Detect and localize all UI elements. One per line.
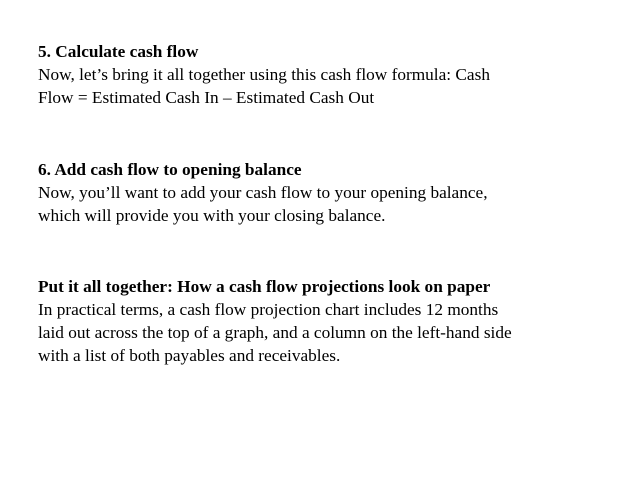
body-line: In practical terms, a cash flow projection chart includes 12 months: [38, 300, 499, 319]
body-line: Flow = Estimated Cash In – Estimated Cash Out: [38, 88, 375, 107]
body-line: laid out across the top of a graph, and a column on the left-hand side: [38, 323, 512, 342]
body-line: which will provide you with your closing balance.: [38, 206, 386, 225]
section-add-cash-flow: [38, 158, 618, 227]
section-heading: Put it all together: How a cash flow projections look on paper: [38, 277, 491, 296]
body-line: with a list of both payables and receivables.: [38, 346, 341, 365]
body-line: Now, you’ll want to add your cash flow to your opening balance,: [38, 183, 488, 202]
section-heading: 5. Calculate cash flow: [38, 42, 199, 61]
body-line: Now, let’s bring it all together using this cash flow formula: Cash: [38, 65, 490, 84]
section-put-it-together: [38, 275, 618, 367]
section-heading: 6. Add cash flow to opening balance: [38, 160, 302, 179]
section-calculate-cash-flow: [38, 40, 618, 109]
